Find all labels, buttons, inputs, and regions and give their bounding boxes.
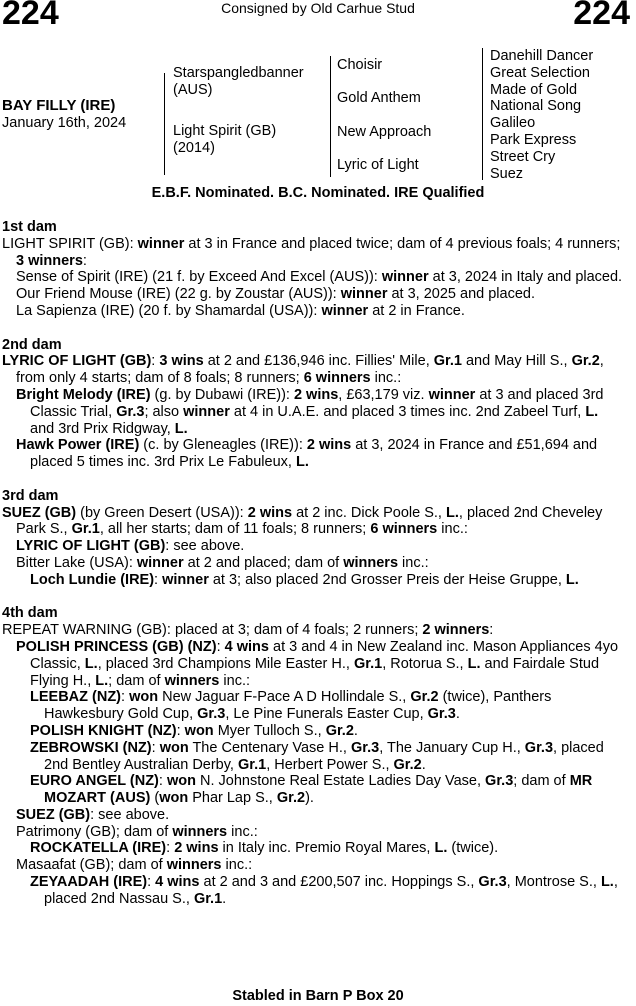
horse-foaled: January 16th, 2024 [2,114,127,131]
produce-entry: Loch Lundie (IRE): winner at 3; also placed 2nd Grosser Preis der Heise Gruppe, L. [30,571,579,588]
first-dam-entry: LIGHT SPIRIT (GB): winner at 3 in France and placed twice; dam of 4 previous foals; 4 runners; 3 winners: [2,235,621,269]
stabling-info: Stabled in Barn P Box 20 [232,988,404,1004]
produce-entry: POLISH PRINCESS (GB) (NZ): 4 wins at 3 and 4 in New Zealand inc. Mason Appliances 4yo Classic, L., placed 3rd Champions Mile Easter H., Gr.1, Rotorua S., L. and Fairdale Stud Flying H., L.; dam of winners inc.: [16,638,619,689]
produce-entry: EURO ANGEL (NZ): won N. Johnstone Real Estate Ladies Day Vase, Gr.3; dam of MR MOZART (AUS) (won Phar Lap S., Gr.2). [30,773,593,807]
nominations: E.B.F. Nominated. B.C. Nominated. IRE Qualified [151,185,485,201]
produce-entry: Bitter Lake (USA): winner at 2 and placed; dam of winners inc.: [16,554,429,571]
horse-name: BAY FILLY (IRE) [2,97,116,114]
pedigree-gen2-4: Lyric of Light [337,157,419,173]
produce-entry: ROCKATELLA (IRE): 2 wins in Italy inc. Premio Royal Mares, L. (twice). [30,840,499,857]
pedigree-divider-3 [482,48,483,180]
third-dam-entry: SUEZ (GB) (by Green Desert (USA)): 2 wins at 2 inc. Dick Poole S., L., placed 2nd Cheveley Park S., Gr.1, all her starts; dam of 11 foals; 8 runners; 6 winners inc.: [2,504,603,538]
produce-entry: Masaafat (GB); dam of winners inc.: [16,857,253,874]
horse-identity [2,98,126,132]
pedigree-dam: Light Spirit (GB) (2014) [173,123,277,156]
lot-number-right: 224 [573,0,630,32]
pedigree-sire: Starspangledbanner (AUS) [173,65,304,98]
produce-entry: Sense of Spirit (IRE) (21 f. by Exceed And Excel (AUS)): winner at 3, 2024 in Italy and placed. [16,269,623,286]
fourth-dam-heading: 4th dam [2,605,58,622]
consignor: Consigned by Old Carhue Stud [221,0,415,16]
produce-entry: Bright Melody (IRE) (g. by Dubawi (IRE)): 2 wins, £63,179 viz. winner at 3 and placed 3rd Classic Trial, Gr.3; also winner at 4 in U.A.E. and placed 3 times inc. 2nd Zabeel Turf, L. and 3rd Prix Ridgway, L. [16,386,604,437]
fourth-dam-entry: REPEAT WARNING (GB): placed at 3; dam of 4 foals; 2 runners; 2 winners: [2,622,494,639]
pedigree-gen3: Danehill Dancer Great Selection Made of Gold National Song Galileo Park Express Street Cry Suez [490,48,594,182]
pedigree-gen2-1: Choisir [337,57,383,73]
catalogue-body [2,219,626,908]
produce-entry: La Sapienza (IRE) (20 f. by Shamardal (USA)): winner at 2 in France. [16,302,465,319]
produce-entry: POLISH KNIGHT (NZ): won Myer Tulloch S., Gr.2. [30,722,358,739]
produce-entry: ZEBROWSKI (NZ): won The Centenary Vase H., Gr.3, The January Cup H., Gr.3, placed 2nd Bentley Australian Derby, Gr.1, Herbert Power S., Gr.2. [30,739,604,773]
produce-entry: Patrimony (GB); dam of winners inc.: [16,823,258,840]
produce-entry: LYRIC OF LIGHT (GB): see above. [16,538,245,555]
pedigree-gen2-3: New Approach [337,124,432,140]
produce-entry: ZEYAADAH (IRE): 4 wins at 2 and 3 and £200,507 inc. Hoppings S., Gr.3, Montrose S., L., placed 2nd Nassau S., Gr.1. [30,874,618,907]
produce-entry: LEEBAZ (NZ): won New Jaguar F-Pace A D Hollindale S., Gr.2 (twice), Panthers Hawkesbury Gold Cup, Gr.3, Le Pine Funerals Easter Cup, Gr.3. [30,689,552,723]
produce-entry: Our Friend Mouse (IRE) (22 g. by Zoustar (AUS)): winner at 3, 2025 and placed. [16,286,536,303]
pedigree-gen2-2: Gold Anthem [337,90,421,106]
second-dam-heading: 2nd dam [2,336,62,353]
first-dam-heading: 1st dam [2,219,57,235]
second-dam-entry: LYRIC OF LIGHT (GB): 3 wins at 2 and £136,946 inc. Fillies' Mile, Gr.1 and May Hill S., Gr.2, from only 4 starts; dam of 8 foals; 8 runners; 6 winners inc.: [2,353,604,387]
pedigree-divider-1 [164,73,165,175]
produce-entry: SUEZ (GB): see above. [16,806,170,823]
third-dam-heading: 3rd dam [2,487,59,504]
produce-entry: Hawk Power (IRE) (c. by Gleneagles (IRE)): 2 wins at 3, 2024 in France and £51,694 and placed 5 times inc. 3rd Prix Le Fabuleux, L. [16,437,598,471]
lot-number-left: 224 [2,0,59,32]
pedigree-divider-2 [330,56,331,177]
